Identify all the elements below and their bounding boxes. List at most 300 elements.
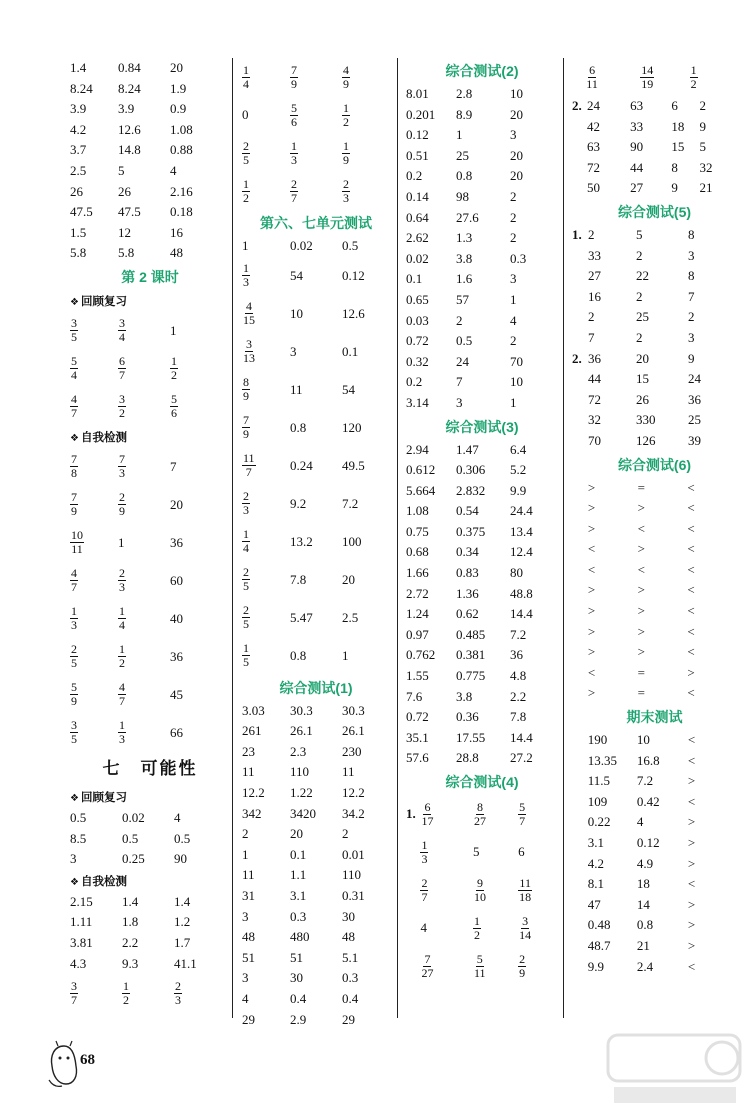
answer-value: 3.1 [587,835,604,850]
answer-value: < [687,752,696,768]
answer-value: > [687,855,696,871]
fraction-denominator: 2 [119,406,125,421]
answer-value: 36 [688,391,701,407]
answer-value: < [587,541,596,557]
fraction-numerator: 2 [291,176,297,191]
fraction-numerator: 8 [243,375,249,390]
column-2 [242,58,390,1030]
fraction-numerator: 1 [291,138,297,153]
fraction-numerator: 5 [71,680,77,695]
answer-value: 23 [242,743,255,759]
answer-value: 1 [242,846,249,862]
fraction [242,338,256,365]
answer-row [572,178,737,199]
answer-row [406,125,558,146]
answer-value: 0.8 [290,419,307,435]
answer-value: 8 [671,159,678,175]
fraction-denominator: 2 [243,190,249,205]
fraction [70,453,78,480]
answer-value: 20 [510,147,523,163]
fraction-denominator: 9 [71,694,77,709]
fraction-answer [242,333,290,371]
answer-value: 6 [518,844,525,859]
row-lead [572,307,588,328]
answer-value: 5 [699,139,706,155]
answer-row [406,909,558,947]
answer-row [242,599,390,637]
answer-value: 26 [118,183,131,199]
answer-value: 1 [510,394,517,410]
answer-value: 0.34 [456,544,479,560]
answer-value: 30.3 [342,702,365,718]
answer-value: > [637,582,645,598]
row-lead [572,683,588,704]
answer-value: 2.62 [406,230,429,246]
answer-value: 1 [242,238,249,253]
section-title-test3: 综合测试(3) [445,418,519,435]
answer-value: 0.775 [456,668,486,684]
answer-row [70,223,230,244]
fraction-answer [70,312,118,350]
answer-block [242,236,390,675]
answer-value: 18 [636,876,650,892]
answer-value: 3 [242,908,249,924]
answer-value: 3.8 [456,250,473,266]
answer-value: 0.18 [170,204,193,220]
answer-row [242,58,390,96]
answer-value: 0.64 [406,209,429,225]
answer-value: < [687,644,695,660]
fraction-answer [70,638,118,676]
answer-value: 3 [456,394,463,410]
answer-value: 8.9 [456,106,473,122]
answer-value: 0.9 [170,101,187,117]
answer-value: 0 [242,107,249,122]
answer-value: 1.4 [174,893,191,909]
answer-value: 0.3 [342,970,359,986]
answer-row [572,622,737,643]
answer-value: 2 [588,309,595,325]
fraction-answer [585,58,640,96]
sub-title-label: 回顾复习 [80,293,127,308]
answer-value: > [687,814,696,830]
fraction-answer [290,134,342,172]
answer-row [572,498,737,519]
answer-value: 0.1 [290,846,307,862]
answer-row [70,600,230,638]
fraction-answer [170,388,220,426]
answer-row [406,208,558,229]
fraction [122,980,130,1007]
answer-value: 18 [671,118,685,134]
answer-row [406,542,558,563]
fraction [690,64,698,91]
fraction [518,953,526,980]
answer-value: < [687,793,696,809]
answer-value: 0.4 [290,990,307,1006]
answer-value: > [637,603,645,619]
fraction-numerator: 1 [119,604,125,619]
fraction-answer [70,600,118,638]
answer-row [70,829,230,850]
answer-block [572,58,737,96]
fraction [118,491,126,518]
fraction-answer [342,96,390,134]
answer-value: 3.81 [70,934,93,950]
row-lead [572,158,587,179]
answer-row [70,714,230,752]
answer-value: 2.5 [70,162,87,178]
fraction [118,453,126,480]
answer-row [572,663,737,684]
answer-row [242,1010,390,1031]
answer-value: 30 [342,908,355,924]
fraction [242,376,250,403]
fraction-denominator: 2 [119,656,125,671]
fraction-numerator: 2 [243,603,249,618]
answer-row [406,105,558,126]
answer-value: < [687,582,695,598]
answer-value: 25 [456,147,469,163]
answer-row [572,642,737,663]
fraction-answer [118,676,170,714]
answer-row [572,431,737,452]
answer-value: 57.6 [406,750,429,766]
answer-row [406,331,558,352]
row-lead [572,812,588,833]
column-divider-1 [232,58,233,1018]
answer-value: 0.68 [406,544,429,560]
answer-value: 14.8 [118,142,141,158]
answer-row [70,161,230,182]
fraction-denominator: 5 [243,152,249,167]
answer-value: > [587,603,596,619]
answer-block [70,312,230,426]
sub-title-selfcheck2: ❖ 自我检测 [70,873,127,888]
fraction-answer [290,96,342,134]
answer-value: 48.7 [587,937,611,953]
answer-row [572,369,737,390]
answer-row [572,328,737,349]
sub-title-label: 自我检测 [80,873,127,888]
answer-value: 1.22 [290,784,313,800]
answer-row [70,974,230,1012]
fraction-numerator: 1 [243,62,249,77]
column-4 [572,58,737,977]
answer-row [70,79,230,100]
answer-value: 41.1 [174,955,197,971]
answer-value: 0.12 [406,127,429,143]
answer-value: 0.62 [456,606,479,622]
fraction-answer [518,909,558,947]
answer-row [572,683,737,704]
answer-value: 8.5 [70,830,87,846]
row-lead [572,225,588,246]
answer-value: 1.36 [456,585,479,601]
fraction-answer [473,909,518,947]
section-title-lesson2: 第 2 课时 [121,268,179,285]
fraction-answer [118,388,170,426]
fraction-denominator: 3 [119,466,125,481]
row-lead [572,349,588,370]
answer-row [70,312,230,350]
answer-value: 0.97 [406,626,429,642]
row-lead [572,751,588,772]
answer-row [572,478,737,499]
answer-value: > [587,500,596,516]
answer-value: 230 [342,743,362,759]
answer-value: 2 [636,329,643,345]
fraction-denominator: 9 [243,427,249,442]
answer-value: > [587,644,596,660]
fraction-denominator: 7 [291,190,297,205]
answer-value: 25 [636,309,649,325]
fraction-numerator: 9 [476,875,483,890]
fraction-numerator: 5 [171,392,177,407]
answer-value: 11 [242,764,255,780]
answer-value: 9 [688,350,695,366]
row-lead [572,936,588,957]
section-title-final: 期末测试 [626,709,683,726]
answer-row [572,812,737,833]
fraction-denominator: 17 [421,813,434,828]
answer-row [242,968,390,989]
answer-value: 36 [170,534,183,550]
fraction-numerator: 6 [119,354,125,369]
fraction-answer [242,295,290,333]
row-lead [572,431,588,452]
answer-value: 0.12 [342,267,365,283]
row-lead [572,390,588,411]
answer-value: 0.36 [456,709,479,725]
answer-value: 9 [699,118,706,134]
answer-value: 0.612 [406,462,436,478]
answer-row [406,290,558,311]
fraction [473,877,487,904]
fraction-denominator: 9 [71,504,77,519]
answer-value: 80 [510,565,523,581]
fraction-numerator: 3 [119,392,125,407]
answer-value: 2 [242,826,249,842]
answer-value: 0.88 [170,142,193,158]
fraction-numerator: 5 [291,100,297,115]
question-index: 2. [572,350,582,366]
answer-value: 0.48 [587,917,611,933]
answer-row [572,410,737,431]
fraction-numerator: 2 [119,566,125,581]
answer-value: 27.6 [456,209,479,225]
fraction-numerator: 7 [71,452,77,467]
row-lead [572,792,588,813]
fraction-numerator: 1 [243,261,249,276]
fraction-denominator: 9 [119,504,125,519]
fraction [342,102,350,129]
answer-value: 3.8 [456,688,473,704]
answer-value: 24 [688,371,701,387]
answer-value: = [637,685,645,701]
answer-value: 2 [636,247,643,263]
fraction-numerator: 2 [421,875,428,890]
answer-value: 3 [510,127,517,143]
answer-value: 10 [510,86,523,101]
answer-block [70,448,230,752]
fraction-denominator: 7 [71,992,77,1007]
answer-value: < [687,732,696,748]
answer-row [406,604,558,625]
fraction-answer [70,714,118,752]
answer-value: 0.75 [406,523,429,539]
answer-value: 0.381 [456,647,486,663]
answer-value: 44 [630,159,644,175]
section-title-test5: 综合测试(5) [617,203,692,220]
answer-row [406,481,558,502]
answer-row [572,96,737,117]
section-title-unit67: 第六、七单元测试 [260,215,372,231]
answer-row [70,954,230,975]
answer-row [406,393,558,414]
fraction-numerator: 1 [119,718,125,733]
answer-value: 4.8 [510,668,527,684]
answer-value: 5.2 [510,462,527,478]
answer-value: < [687,685,695,701]
answer-value: 2 [688,309,695,325]
answer-value: 7 [588,329,595,345]
fraction-denominator: 7 [245,465,252,480]
answer-row [242,236,390,257]
fraction-denominator: 8 [71,466,77,481]
answer-row [572,771,737,792]
fraction-denominator: 13 [243,351,255,366]
answer-value: 0.02 [290,238,313,253]
answer-value: > [587,479,596,495]
answer-row [406,249,558,270]
answer-value: 66 [170,724,183,740]
fraction-numerator: 7 [243,413,249,428]
answer-value: 28.8 [456,750,479,766]
fraction-denominator: 5 [243,617,249,632]
answer-value: 57 [456,291,469,307]
fraction-denominator: 4 [119,330,125,345]
answer-value: 3.03 [242,702,265,718]
fraction-answer [640,58,689,96]
answer-value: 0.306 [456,462,486,478]
fraction [242,528,250,555]
answer-value: 2.2 [510,688,527,704]
answer-value: 24.4 [510,503,533,519]
answer-row [572,601,737,622]
fraction [118,355,126,382]
question-index: 1. [572,226,582,242]
answer-value: 47 [587,896,601,912]
fraction-answer [70,486,118,524]
answer-value: 0.72 [406,333,429,349]
fraction-numerator: 11 [243,451,255,466]
answer-row [70,448,230,486]
answer-row [406,501,558,522]
fraction-answer [170,350,220,388]
answer-value: 2 [636,288,643,304]
answer-value: 0.2 [406,168,423,184]
fraction-denominator: 10 [473,889,486,904]
fraction-answer [242,599,290,637]
answer-value: 7 [688,288,695,304]
answer-value: 70 [588,432,601,448]
fraction-answer [118,486,170,524]
answer-value: 0.02 [122,809,145,825]
answer-value: 30 [290,970,303,986]
fraction-numerator: 5 [476,951,483,966]
answer-value: 2.94 [406,441,429,457]
answer-value: 1.9 [170,80,187,96]
answer-value: < [637,561,645,577]
answer-value: 1.1 [290,867,307,883]
answer-row [572,560,737,581]
answer-value: 5.47 [290,609,313,625]
answer-value: 20 [510,106,523,122]
fraction [342,64,350,91]
row-lead [572,957,588,978]
answer-row [406,352,558,373]
fraction-denominator: 11 [586,76,598,91]
fraction [420,877,428,904]
fraction [70,643,78,670]
answer-row [242,333,390,371]
answer-value: > [687,773,696,789]
fraction-answer [70,350,118,388]
fraction-answer [118,714,170,752]
answer-value: 48 [170,245,183,261]
answer-row [572,936,737,957]
answer-row [70,808,230,829]
answer-row [572,915,737,936]
fraction-answer [420,795,472,833]
row-lead [572,560,588,581]
answer-value: 48 [342,929,355,945]
answer-row [406,522,558,543]
answer-value: 0.65 [406,291,429,307]
answer-row [572,833,737,854]
answer-value: 0.31 [342,887,365,903]
fraction-answer [242,134,290,172]
answer-value: 110 [342,867,362,883]
answer-value: 1.6 [456,271,473,287]
answer-row [70,933,230,954]
answer-value: 7.8 [290,571,307,587]
answer-value: 16 [170,224,183,240]
answer-value: 31 [242,887,255,903]
answer-row [572,580,737,601]
answer-row [70,849,230,870]
answer-row [70,524,230,562]
answer-row [70,58,230,79]
answer-value: 1.24 [406,606,429,622]
fraction [70,719,78,746]
fraction-denominator: 4 [71,368,77,383]
answer-row [70,486,230,524]
fraction-answer [118,350,170,388]
answer-value: 7.2 [510,626,527,642]
answer-row [406,166,558,187]
fraction-denominator: 11 [473,965,486,980]
fraction [118,719,126,746]
row-lead [572,854,588,875]
fraction-answer [518,795,558,833]
answer-row [572,225,737,246]
fraction-denominator: 7 [71,406,77,421]
fraction-denominator: 2 [473,927,480,942]
answer-value: 72 [587,159,600,175]
fraction-answer [342,172,390,210]
